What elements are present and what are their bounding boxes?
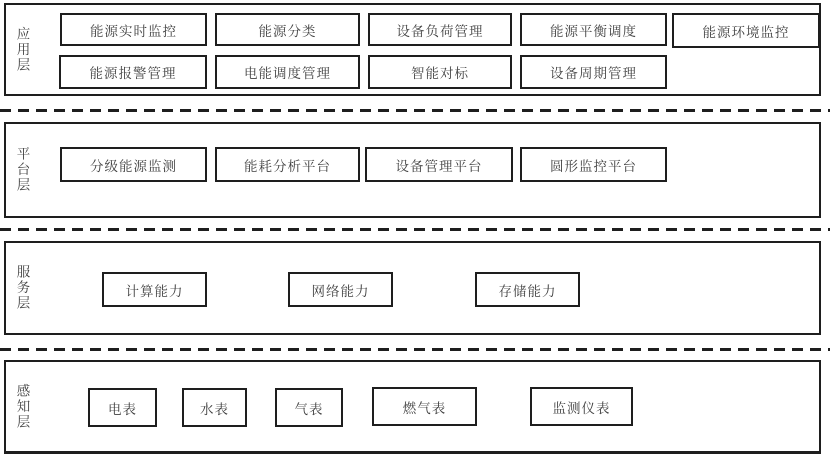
layer-separator bbox=[0, 348, 830, 351]
box-electric-meter: 电表 bbox=[88, 388, 157, 427]
box-device-load-management: 设备负荷管理 bbox=[368, 13, 512, 46]
service-layer-label: 服务层 bbox=[14, 264, 30, 312]
layer-separator bbox=[0, 228, 830, 231]
box-gas-meter: 气表 bbox=[275, 388, 343, 427]
box-intelligent-benchmarking: 智能对标 bbox=[368, 55, 512, 89]
platform-layer-label: 平台层 bbox=[14, 146, 30, 194]
box-energy-alarm-management: 能源报警管理 bbox=[59, 55, 207, 89]
box-power-dispatch-management: 电能调度管理 bbox=[215, 55, 360, 89]
box-hierarchical-energy-monitoring: 分级能源监测 bbox=[60, 147, 207, 182]
box-network-capability: 网络能力 bbox=[288, 272, 393, 307]
layer-separator bbox=[0, 109, 830, 112]
box-water-meter: 水表 bbox=[182, 388, 247, 427]
perception-layer-label: 感知层 bbox=[14, 383, 30, 430]
box-energy-analysis-platform: 能耗分析平台 bbox=[215, 147, 360, 182]
box-fuel-gas-meter: 燃气表 bbox=[372, 387, 477, 426]
box-energy-environment-monitoring: 能源环境监控 bbox=[672, 13, 820, 48]
box-circular-monitoring-platform: 圆形监控平台 bbox=[520, 147, 667, 182]
application-layer-label: 应用层 bbox=[14, 26, 30, 73]
box-energy-classification: 能源分类 bbox=[215, 13, 360, 46]
box-monitoring-instrument: 监测仪表 bbox=[530, 387, 633, 426]
box-energy-balance-dispatch: 能源平衡调度 bbox=[520, 13, 667, 46]
box-device-cycle-management: 设备周期管理 bbox=[520, 55, 667, 89]
box-storage-capability: 存储能力 bbox=[475, 272, 580, 307]
box-energy-realtime-monitoring: 能源实时监控 bbox=[60, 13, 207, 46]
box-device-management-platform: 设备管理平台 bbox=[365, 147, 513, 182]
box-computing-capability: 计算能力 bbox=[102, 272, 207, 307]
